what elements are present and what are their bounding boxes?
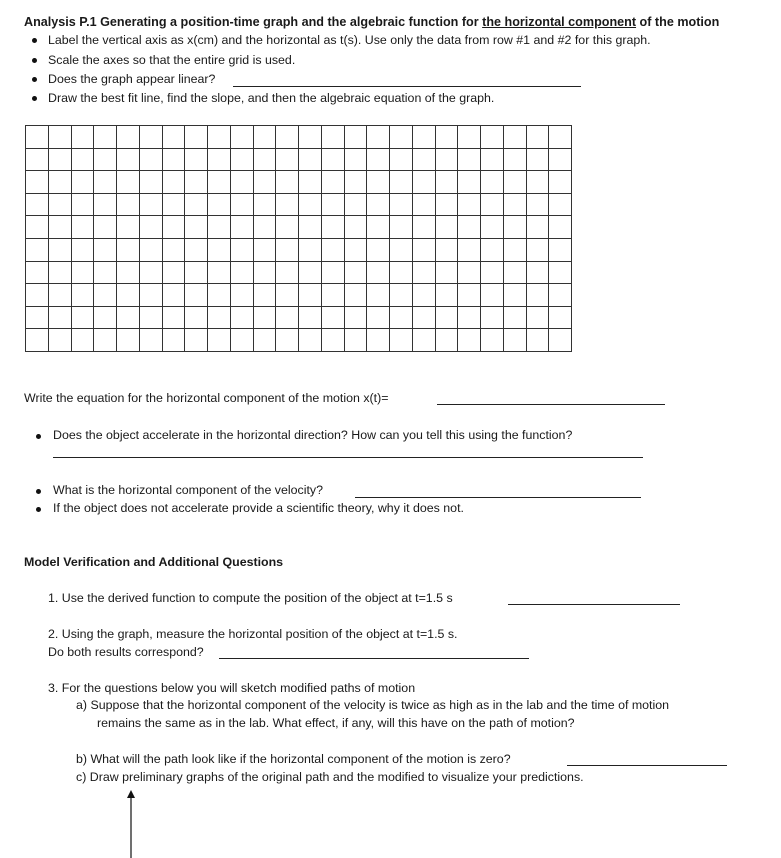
grid-cell[interactable]: [345, 194, 368, 217]
grid-cell[interactable]: [549, 194, 572, 217]
grid-cell[interactable]: [185, 284, 208, 307]
answer-line-linear[interactable]: [233, 86, 581, 87]
grid-cell[interactable]: [390, 126, 413, 149]
grid-cell[interactable]: [322, 307, 345, 330]
grid-cell[interactable]: [322, 194, 345, 217]
grid-cell[interactable]: [549, 284, 572, 307]
grid-cell[interactable]: [436, 194, 459, 217]
grid-cell[interactable]: [527, 149, 550, 172]
grid-cell[interactable]: [72, 329, 95, 352]
grid-cell[interactable]: [231, 329, 254, 352]
grid-cell[interactable]: [185, 262, 208, 285]
bullet-dot: [32, 96, 37, 101]
grid-cell[interactable]: [549, 307, 572, 330]
grid-cell[interactable]: [413, 239, 436, 262]
grid-cell[interactable]: [322, 239, 345, 262]
grid-cell[interactable]: [26, 149, 49, 172]
grid-cell[interactable]: [549, 329, 572, 352]
grid-cell[interactable]: [208, 307, 231, 330]
grid-cell[interactable]: [117, 262, 140, 285]
vertical-axis-arrow: [124, 790, 138, 858]
grid-cell[interactable]: [163, 284, 186, 307]
grid-cell[interactable]: [72, 216, 95, 239]
grid-cell[interactable]: [436, 216, 459, 239]
grid-cell[interactable]: [367, 194, 390, 217]
grid-cell[interactable]: [140, 194, 163, 217]
instruction-linear-question: Does the graph appear linear?: [48, 72, 216, 86]
grid-cell[interactable]: [504, 329, 527, 352]
grid-cell[interactable]: [413, 329, 436, 352]
grid-cell[interactable]: [413, 194, 436, 217]
grid-cell[interactable]: [504, 262, 527, 285]
grid-cell[interactable]: [254, 329, 277, 352]
grid-cell[interactable]: [436, 329, 459, 352]
grid-cell[interactable]: [163, 171, 186, 194]
grid-cell[interactable]: [527, 216, 550, 239]
grid-cell[interactable]: [458, 171, 481, 194]
grid-cell[interactable]: [117, 149, 140, 172]
grid-cell[interactable]: [299, 149, 322, 172]
grid-cell[interactable]: [254, 171, 277, 194]
grid-cell[interactable]: [276, 171, 299, 194]
grid-cell[interactable]: [117, 194, 140, 217]
grid-cell[interactable]: [390, 307, 413, 330]
grid-cell[interactable]: [436, 149, 459, 172]
grid-cell[interactable]: [549, 171, 572, 194]
grid-cell[interactable]: [367, 126, 390, 149]
grid-cell[interactable]: [527, 307, 550, 330]
grid-cell[interactable]: [185, 194, 208, 217]
model-question-3: 3. For the questions below you will sketch modified paths of motion: [48, 681, 416, 695]
grid-cell[interactable]: [481, 262, 504, 285]
grid-cell[interactable]: [299, 307, 322, 330]
grid-cell[interactable]: [390, 262, 413, 285]
grid-cell[interactable]: [72, 284, 95, 307]
grid-cell[interactable]: [481, 149, 504, 172]
grid-cell[interactable]: [140, 126, 163, 149]
grid-cell[interactable]: [367, 216, 390, 239]
question-velocity: What is the horizontal component of the velocity?: [53, 483, 323, 497]
graph-grid[interactable]: [25, 125, 572, 352]
grid-cell[interactable]: [208, 194, 231, 217]
grid-cell[interactable]: [72, 149, 95, 172]
grid-cell[interactable]: [94, 216, 117, 239]
grid-cell[interactable]: [140, 239, 163, 262]
grid-cell[interactable]: [458, 149, 481, 172]
grid-cell[interactable]: [481, 194, 504, 217]
grid-cell[interactable]: [49, 126, 72, 149]
grid-cell[interactable]: [140, 149, 163, 172]
grid-cell[interactable]: [504, 216, 527, 239]
grid-cell[interactable]: [231, 262, 254, 285]
grid-cell[interactable]: [26, 284, 49, 307]
grid-cell[interactable]: [163, 329, 186, 352]
grid-cell[interactable]: [140, 171, 163, 194]
grid-cell[interactable]: [94, 329, 117, 352]
grid-cell[interactable]: [208, 262, 231, 285]
grid-cell[interactable]: [231, 307, 254, 330]
grid-cell[interactable]: [413, 262, 436, 285]
grid-cell[interactable]: [185, 216, 208, 239]
model-question-1: 1. Use the derived function to compute the position of the object at t=1.5 s: [48, 591, 453, 605]
model-question-3a-line1: a) Suppose that the horizontal component of the velocity is twice as high as in the lab and the time of motion: [76, 698, 670, 712]
grid-cell[interactable]: [345, 239, 368, 262]
grid-cell[interactable]: [254, 239, 277, 262]
model-question-3a-line2: remains the same as in the lab. What effect, if any, will this have on the path of motion?: [97, 716, 575, 730]
grid-cell[interactable]: [390, 284, 413, 307]
grid-cell[interactable]: [481, 216, 504, 239]
grid-cell[interactable]: [49, 329, 72, 352]
grid-cell[interactable]: [549, 239, 572, 262]
instruction-label-axes: Label the vertical axis as x(cm) and the horizontal as t(s). Use only the data from row #1 and #2 for this graph.: [48, 33, 651, 47]
grid-cell[interactable]: [504, 284, 527, 307]
grid-cell[interactable]: [26, 262, 49, 285]
grid-cell[interactable]: [117, 329, 140, 352]
grid-cell[interactable]: [163, 262, 186, 285]
grid-cell[interactable]: [49, 149, 72, 172]
grid-cell[interactable]: [140, 284, 163, 307]
grid-cell[interactable]: [276, 307, 299, 330]
answer-line-accelerate[interactable]: [53, 457, 643, 458]
grid-cell[interactable]: [49, 307, 72, 330]
grid-cell[interactable]: [94, 194, 117, 217]
grid-cell[interactable]: [72, 126, 95, 149]
grid-cell[interactable]: [185, 171, 208, 194]
grid-cell[interactable]: [413, 126, 436, 149]
grid-cell[interactable]: [413, 149, 436, 172]
grid-cell[interactable]: [345, 126, 368, 149]
grid-cell[interactable]: [231, 239, 254, 262]
grid-cell[interactable]: [345, 262, 368, 285]
grid-cell[interactable]: [549, 216, 572, 239]
grid-cell[interactable]: [458, 239, 481, 262]
grid-cell[interactable]: [345, 171, 368, 194]
grid-cell[interactable]: [504, 194, 527, 217]
bullet-dot: [32, 38, 37, 43]
model-question-2b: Do both results correspond?: [48, 645, 204, 659]
grid-cell[interactable]: [367, 262, 390, 285]
grid-cell[interactable]: [299, 194, 322, 217]
grid-cell[interactable]: [276, 284, 299, 307]
model-question-3c: c) Draw preliminary graphs of the original path and the modified to visualize your predictions.: [76, 770, 584, 784]
answer-line-velocity[interactable]: [355, 497, 641, 498]
grid-cell[interactable]: [254, 262, 277, 285]
grid-cell[interactable]: [94, 126, 117, 149]
grid-cell[interactable]: [208, 239, 231, 262]
grid-cell[interactable]: [413, 284, 436, 307]
grid-cell[interactable]: [322, 126, 345, 149]
grid-cell[interactable]: [94, 262, 117, 285]
grid-cell[interactable]: [345, 149, 368, 172]
grid-cell[interactable]: [163, 126, 186, 149]
grid-cell[interactable]: [367, 284, 390, 307]
bullet-dot: [36, 507, 41, 512]
grid-cell[interactable]: [322, 262, 345, 285]
grid-cell[interactable]: [390, 171, 413, 194]
grid-cell[interactable]: [458, 307, 481, 330]
grid-cell[interactable]: [458, 284, 481, 307]
grid-cell[interactable]: [254, 149, 277, 172]
grid-cell[interactable]: [26, 329, 49, 352]
grid-cell[interactable]: [299, 329, 322, 352]
grid-cell[interactable]: [481, 126, 504, 149]
grid-cell[interactable]: [94, 149, 117, 172]
grid-cell[interactable]: [390, 239, 413, 262]
grid-cell[interactable]: [322, 216, 345, 239]
grid-cell[interactable]: [436, 284, 459, 307]
grid-cell[interactable]: [72, 262, 95, 285]
grid-cell[interactable]: [185, 329, 208, 352]
model-heading: Model Verification and Additional Questions: [24, 555, 284, 569]
grid-cell[interactable]: [276, 194, 299, 217]
grid-cell[interactable]: [49, 284, 72, 307]
grid-cell[interactable]: [345, 329, 368, 352]
grid-cell[interactable]: [367, 239, 390, 262]
grid-cell[interactable]: [436, 126, 459, 149]
grid-cell[interactable]: [481, 284, 504, 307]
grid-cell[interactable]: [458, 194, 481, 217]
answer-line-q1[interactable]: [508, 604, 680, 605]
grid-cell[interactable]: [26, 239, 49, 262]
grid-cell[interactable]: [527, 262, 550, 285]
grid-cell[interactable]: [94, 171, 117, 194]
question-no-acceleration-theory: If the object does not accelerate provide a scientific theory, why it does not.: [53, 501, 464, 515]
grid-cell[interactable]: [367, 329, 390, 352]
grid-cell[interactable]: [390, 194, 413, 217]
grid-cell[interactable]: [413, 216, 436, 239]
grid-cell[interactable]: [276, 239, 299, 262]
analysis-title: [24, 15, 719, 29]
grid-cell[interactable]: [481, 329, 504, 352]
grid-cell[interactable]: [276, 329, 299, 352]
grid-cell[interactable]: [276, 262, 299, 285]
grid-cell[interactable]: [299, 216, 322, 239]
grid-cell[interactable]: [504, 307, 527, 330]
grid-cell[interactable]: [117, 284, 140, 307]
grid-cell[interactable]: [322, 284, 345, 307]
grid-cell[interactable]: [504, 239, 527, 262]
bullet-dot: [32, 58, 37, 63]
grid-cell[interactable]: [254, 126, 277, 149]
grid-cell[interactable]: [390, 216, 413, 239]
grid-cell[interactable]: [49, 194, 72, 217]
grid-cell[interactable]: [72, 171, 95, 194]
grid-cell[interactable]: [49, 239, 72, 262]
grid-cell[interactable]: [504, 171, 527, 194]
grid-cell[interactable]: [231, 216, 254, 239]
grid-cell[interactable]: [26, 307, 49, 330]
grid-cell[interactable]: [163, 194, 186, 217]
grid-cell[interactable]: [390, 149, 413, 172]
grid-cell[interactable]: [299, 239, 322, 262]
grid-cell[interactable]: [481, 239, 504, 262]
grid-cell[interactable]: [26, 194, 49, 217]
grid-cell[interactable]: [527, 329, 550, 352]
grid-cell[interactable]: [72, 194, 95, 217]
grid-cell[interactable]: [345, 307, 368, 330]
grid-cell[interactable]: [527, 194, 550, 217]
grid-cell[interactable]: [458, 126, 481, 149]
grid-cell[interactable]: [208, 329, 231, 352]
grid-cell[interactable]: [140, 216, 163, 239]
grid-cell[interactable]: [163, 307, 186, 330]
grid-cell[interactable]: [163, 239, 186, 262]
instruction-scale-axes: Scale the axes so that the entire grid is used.: [48, 53, 296, 67]
grid-cell[interactable]: [254, 307, 277, 330]
grid-cell[interactable]: [208, 149, 231, 172]
grid-cell[interactable]: [322, 329, 345, 352]
grid-cell[interactable]: [163, 149, 186, 172]
grid-cell[interactable]: [504, 149, 527, 172]
grid-cell[interactable]: [276, 216, 299, 239]
title-prefix: Analysis P.1 Generating a position-time graph and the algebraic function for: [24, 15, 483, 29]
grid-cell[interactable]: [254, 284, 277, 307]
title-suffix: of the motion: [636, 15, 720, 29]
grid-cell[interactable]: [117, 307, 140, 330]
answer-line-q3b[interactable]: [567, 765, 727, 766]
grid-cell[interactable]: [436, 239, 459, 262]
grid-cell[interactable]: [185, 239, 208, 262]
grid-cell[interactable]: [299, 262, 322, 285]
grid-cell[interactable]: [117, 239, 140, 262]
grid-cell[interactable]: [117, 171, 140, 194]
grid-cell[interactable]: [49, 262, 72, 285]
grid-cell[interactable]: [26, 216, 49, 239]
grid-cell[interactable]: [413, 171, 436, 194]
bullet-dot: [36, 489, 41, 494]
grid-cell[interactable]: [208, 126, 231, 149]
grid-cell[interactable]: [208, 216, 231, 239]
grid-cell[interactable]: [185, 307, 208, 330]
grid-cell[interactable]: [549, 149, 572, 172]
bullet-dot: [36, 434, 41, 439]
grid-cell[interactable]: [458, 216, 481, 239]
grid-cell[interactable]: [527, 126, 550, 149]
grid-cell[interactable]: [504, 126, 527, 149]
grid-cell[interactable]: [345, 284, 368, 307]
grid-cell[interactable]: [231, 149, 254, 172]
grid-cell[interactable]: [72, 307, 95, 330]
grid-cell[interactable]: [367, 171, 390, 194]
grid-cell[interactable]: [49, 171, 72, 194]
model-question-2a: 2. Using the graph, measure the horizontal position of the object at t=1.5 s.: [48, 627, 458, 641]
grid-cell[interactable]: [299, 126, 322, 149]
grid-cell[interactable]: [231, 284, 254, 307]
grid-cell[interactable]: [231, 126, 254, 149]
grid-cell[interactable]: [94, 239, 117, 262]
grid-cell[interactable]: [117, 216, 140, 239]
grid-cell[interactable]: [26, 126, 49, 149]
grid-cell[interactable]: [94, 284, 117, 307]
grid-cell[interactable]: [26, 171, 49, 194]
grid-cell[interactable]: [458, 329, 481, 352]
grid-cell[interactable]: [185, 126, 208, 149]
grid-cell[interactable]: [527, 171, 550, 194]
grid-cell[interactable]: [436, 307, 459, 330]
grid-cell[interactable]: [367, 307, 390, 330]
grid-cell[interactable]: [163, 216, 186, 239]
grid-cell[interactable]: [231, 171, 254, 194]
grid-cell[interactable]: [345, 216, 368, 239]
grid-cell[interactable]: [436, 171, 459, 194]
title-underlined: the horizontal component: [482, 15, 637, 29]
grid-cell[interactable]: [72, 239, 95, 262]
grid-cell[interactable]: [549, 126, 572, 149]
grid-cell[interactable]: [322, 171, 345, 194]
grid-cell[interactable]: [117, 126, 140, 149]
grid-cell[interactable]: [208, 171, 231, 194]
grid-cell[interactable]: [299, 284, 322, 307]
grid-cell[interactable]: [413, 307, 436, 330]
grid-cell[interactable]: [276, 126, 299, 149]
grid-cell[interactable]: [208, 284, 231, 307]
question-accelerate: Does the object accelerate in the horizontal direction? How can you tell this using the function?: [53, 428, 573, 442]
answer-line-q2[interactable]: [219, 658, 529, 659]
grid-cell[interactable]: [436, 262, 459, 285]
grid-cell[interactable]: [299, 171, 322, 194]
grid-cell[interactable]: [140, 262, 163, 285]
grid-cell[interactable]: [549, 262, 572, 285]
grid-cell[interactable]: [140, 329, 163, 352]
grid-cell[interactable]: [276, 149, 299, 172]
grid-cell[interactable]: [390, 329, 413, 352]
grid-cell[interactable]: [322, 149, 345, 172]
grid-cell[interactable]: [254, 216, 277, 239]
grid-cell[interactable]: [49, 216, 72, 239]
model-question-3b: b) What will the path look like if the horizontal component of the motion is zero?: [76, 752, 511, 766]
grid-cell[interactable]: [185, 149, 208, 172]
grid-cell[interactable]: [94, 307, 117, 330]
grid-cell[interactable]: [527, 284, 550, 307]
grid-cell[interactable]: [481, 307, 504, 330]
grid-cell[interactable]: [140, 307, 163, 330]
grid-cell[interactable]: [458, 262, 481, 285]
answer-line-equation[interactable]: [437, 404, 665, 405]
equation-prompt: Write the equation for the horizontal component of the motion x(t)=: [24, 391, 389, 405]
grid-cell[interactable]: [367, 149, 390, 172]
instruction-best-fit: Draw the best fit line, find the slope, and then the algebraic equation of the graph.: [48, 91, 495, 105]
grid-cell[interactable]: [231, 194, 254, 217]
grid-cell[interactable]: [527, 239, 550, 262]
grid-cell[interactable]: [481, 171, 504, 194]
bullet-dot: [32, 77, 37, 82]
grid-cell[interactable]: [254, 194, 277, 217]
